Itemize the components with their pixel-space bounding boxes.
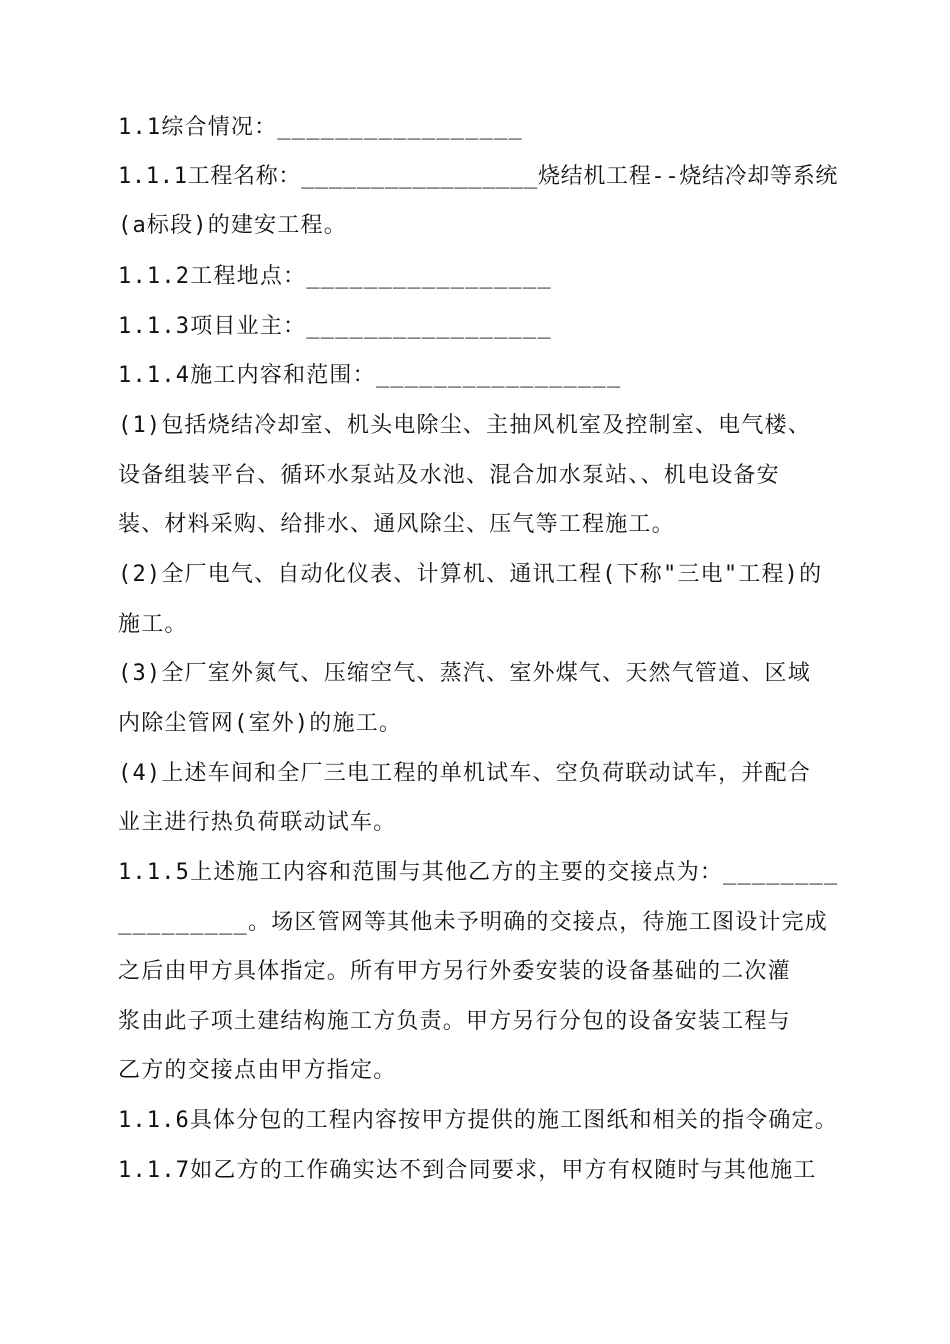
text-line: 乙方的交接点由甲方指定。: [118, 1058, 397, 1083]
text-line: 1.1.1工程名称：_________________烧结机工程--烧结冷却等系统: [118, 164, 839, 189]
text-line: 内除尘管网(室外)的施工。: [118, 711, 403, 736]
text-line: 1.1.6具体分包的工程内容按甲方提供的施工图纸和相关的指令确定。: [118, 1108, 838, 1133]
text-line: 之后由甲方具体指定。所有甲方另行外委安装的设备基础的二次灌: [118, 959, 791, 984]
text-line: 1.1.2工程地点：_________________: [118, 264, 552, 289]
text-line: 1.1.5上述施工内容和范围与其他乙方的主要的交接点为：________: [118, 860, 839, 885]
text-line: (3)全厂室外氮气、压缩空气、蒸汽、室外煤气、天然气管道、区域: [118, 661, 811, 686]
text-line: 装、材料采购、给排水、通风除尘、压气等工程施工。: [118, 512, 675, 537]
text-line: (1)包括烧结冷却室、机头电除尘、主抽风机室及控制室、电气楼、: [118, 413, 811, 438]
text-line: (4)上述车间和全厂三电工程的单机试车、空负荷联动试车，并配合: [118, 761, 811, 786]
text-line: 1.1.4施工内容和范围：_________________: [118, 363, 622, 388]
text-line: 1.1.3项目业主：_________________: [118, 314, 552, 339]
text-line: (a标段)的建安工程。: [118, 213, 347, 238]
text-line: 设备组装平台、循环水泵站及水池、混合加水泵站、、机电设备安: [118, 463, 780, 488]
text-line: 1.1.7如乙方的工作确实达不到合同要求，甲方有权随时与其他施工: [118, 1158, 817, 1183]
text-line: 业主进行热负荷联动试车。: [118, 810, 397, 835]
text-line: _________。场区管网等其他未予明确的交接点，待施工图设计完成: [118, 910, 829, 935]
text-line: 施工。: [118, 612, 188, 637]
text-line: (2)全厂电气、自动化仪表、计算机、通讯工程(下称"三电"工程)的: [118, 562, 823, 587]
text-line: 浆由此子项土建结构施工方负责。甲方另行分包的设备安装工程与: [118, 1009, 791, 1034]
text-line: 1.1综合情况：_________________: [118, 115, 523, 140]
